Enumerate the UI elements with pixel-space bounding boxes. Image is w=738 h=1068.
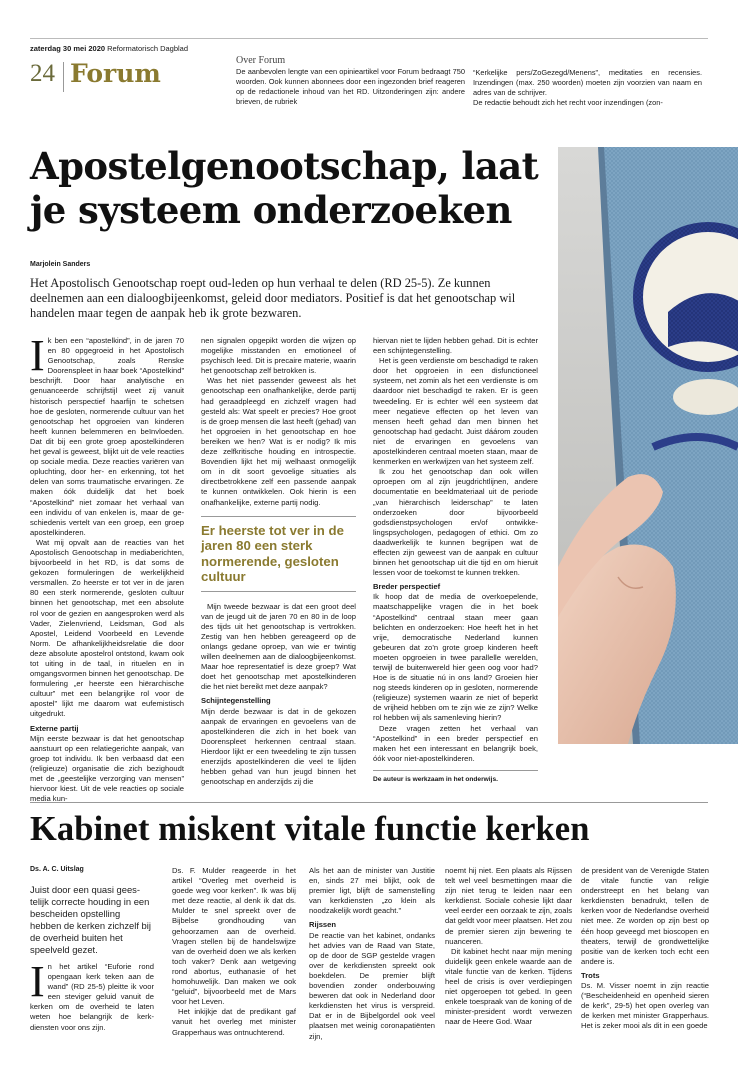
article-1-byline: Marjolein Sanders	[30, 261, 91, 268]
dropcap: I	[30, 331, 45, 380]
article-2-col4-p2: Dit kabinet hecht naar mijn mening duidelijk geen enkele waarde aan de vitale functie van de kerken. Tijdens heel de crisis is over verdiepingen niet opgeroepen tot gebed. In geen enkele toespraak van de koning of de minister-president wordt verwezen naar de Heere God. Waar	[445, 946, 572, 1027]
article-1-col2-p2: Was het niet passender geweest als het genootschap een onafhankelijke, derde partij had geraadpleegd en zichzelf vragen had gesteld als: Wat speelt er precies? Hoe groot is de groep mensen die last heeft (gehad) van het opgroeien in het genootschap en hoe bereiken we hen? Wat is er nodig? Ik mis deze zelfkritische houding en introspectie. Bovendien lijkt het mij welhaast onmogelijk om in dit soort gevoelige situaties als directbetrokkene zelf een passende aanpak te kunnen ontwikkelen. Ook hierin is een onafhankelijke, externe partij nodig.	[201, 376, 356, 507]
masthead-rule	[30, 38, 708, 39]
article-2-intro: Juist door een quasi geestelijk correcte houding in een bescheiden opstelling hebben de kerken zichzelf bij de overheid buiten het speelveld gezet.	[30, 884, 151, 955]
article-2-col2-p2: Het inkijkje dat de predikant gaf vanuit het overleg met minister Grapperhaus was ontnuchterend.	[172, 1007, 296, 1037]
article-2-column-4	[445, 866, 572, 1028]
article-2-col4-p1: noemt hij niet. Een plaats als Rijssen telt wel veel besmettingen maar die zijn niet terug te leiden naar een kerkdienst. Sociale cohesie lijkt daar veel eerder een oorzaak te zijn, zoals dat geldt voor meer plaatsen. Het zou de premier sieren zijn bewering te nuanceren.	[445, 866, 572, 946]
page-number: 24	[30, 60, 55, 87]
photo-illustration	[558, 147, 738, 744]
article-1-col3-p5: Deze vragen zetten het verhaal van “Apostelkind” in een breder perspectief en maken het een interessant en belangrijk boek, óók voor niet-apostelkinderen.	[373, 723, 538, 763]
article-2-paragraph	[30, 957, 154, 1033]
over-forum-title: Over Forum	[236, 55, 286, 66]
article-divider	[30, 802, 708, 803]
article-1-paragraph	[30, 331, 184, 538]
masthead-date-line	[30, 44, 188, 53]
article-1-col1-p1: k ben een “apostelkind”, in de jaren 70 en 80 opgegroeid in het Apostolisch Genootschap, zoals Renske Doorenspleet in haar boek “Apostelkind” beschrijft. Door haar analytische en genuanceerde schrijfstijl weet zij vanuit historisch perspectief haarfijn te schetsen hoe de gesloten, normerende cultuur van het genootschap het opgroeien van kinderen heeft kunnen belemmeren en beïnvloeden. Dat dit bij een grote groep apostelkinderen het geval is geweest, blijkt uit de vele reacties op sociale media. Deze reacties variëren van opluchting, door her- en erkenning, tot het delen van soms traumatische ervaringen. Ze maken óók duidelijk dat het boek “Apostelkind” niet zomaar het verhaal van een individu of van enkelen is, maar de geschiedenis vertelt van een groep, een groep apostelkinderen.	[30, 336, 184, 537]
article-2-col5-p2: Ds. M. Visser noemt in zijn reactie (“Bescheidenheid en openheid sieren de kerk”, 29-5) het open overleg van de kerken met minister Grapperhaus. Het is zeker mooi als dit in een goede	[581, 981, 709, 1031]
article-2-col3-p2: De reactie van het kabinet, ondanks het advies van de Raad van State, op de door de SGP gestelde vragen over de kerkdiensten spreekt ook boekdelen. De premier blijft bovendien zonder onderbouwing beweren dat ook in Nederland door kerkdiensten het virus is verspreid. Dat er in de Bijbelgordel ook veel plaatsen met weinig coronapatiënten zijn,	[309, 930, 435, 1041]
article-2-col1-p1: n het artikel “Euforie rond opengaan kerk teken aan de wand” (RD 25-5) pleitte ik voor een steviger geluid vanuit de kerken om de overheid te laten weten hoe belangrijk de kerkdiensten voor ons zijn.	[30, 962, 154, 1032]
article-2-byline: Ds. A. C. Uitslag	[30, 866, 84, 873]
article-1-col2-p3: Mijn tweede bezwaar is dat een groot deel van de jeugd uit de jaren 70 en 80 in de loop des tijds uit het genootschap is vertrokken. Zestig van hen hebben gereageerd op de onlangs gedane oproep, van wie er twintig willen deelnemen aan de dialoogbijeenkomst. Maar hoe representatief is deze groep? Wat doet het genootschap met apostelkinderen die het niet bereikt met deze aanpak?	[201, 601, 356, 692]
article-2-col3-p1: Als het aan de minister van Justitie en, sinds 27 mei blijkt, ook de premier ligt, blijft de samenstelling van kerkdiensten „zo klein als noodzakelijk wordt geacht.”	[309, 866, 435, 916]
article-1-col1-p2: Wat mij opvalt aan de reacties van het Apostolisch Genootschap in mediaberichten, bijvoorbeeld in het RD, is dat soms de gekozen formuleringen de werkelijkheid versmallen. Zo heerste er tot ver in de jaren 80 een sterk normerende, gesloten cultuur binnen het genootschap, met een absolute rol voor de gezien en aangesproken werd als Vader, Zielenvriend, Leidsman, God als Apostel, Leidend Voorbeeld en Levende Norm. De afhankelijkheidsrelatie die door deze absolute apostelrol ontstond, kwam ook tot uiting in de taal, in rituelen en in omgangsvormen binnen het genootschap. De formulering „er heerste een hiërarchische cultuur” met een belangrijke rol voor de apostel” lijkt me daarom wat eufemistisch uitgedrukt.	[30, 537, 184, 719]
article-2-headline: Kabinet miskent vitale functie kerken	[30, 810, 590, 848]
article-2-subheading-trots: Trots	[581, 970, 600, 980]
over-forum-text-2	[473, 67, 702, 108]
article-1-column-1	[30, 331, 184, 804]
article-1-subheading-externe-partij: Externe partij	[30, 723, 79, 733]
article-1-col3-p4: Ik hoop dat de media de overkoepelende, maatschappelijke vragen die in het boek “Apostelkind” centraal staan meer gaan belichten en onderzoeken: Hoe heeft het in het vrije, democratische Nederland kunnen gebeuren dat zo’n grote groep kinderen heeft moeten opgroeien in twee parallelle werelden, terwijl de buitenwereld hier geen oog voor had? Hoe is de situatie nú in ons land? Groeien hier nog steeds kinderen op in gesloten, normerende (religieuze) systemen waarin ze niet of beperkt de vrijheid hebben om te zijn wie ze zijn? Welke rol hebben wij als samenleving hierin?	[373, 592, 538, 723]
publication-date: zaterdag 30 mei 2020	[30, 44, 106, 53]
article-2-col5-p1: de president van de Verenigde Staten de vitale functie van religie onderstreept en het belang van kerkdiensten benadrukt, tellen de kerken voor de Nederlandse overheid niet mee. Ze worden op zijn best op één hoop geveegd met bioscopen en theaters, terwijl de grondwettelijke positie van de kerken toch echt een andere is.	[581, 866, 709, 966]
page-number-separator	[63, 62, 64, 92]
author-note: De auteur is werkzaam in het onderwijs.	[373, 770, 538, 785]
article-1-col1-p3: Mijn eerste bezwaar is dat het genootschap aanstuurt op een relatiegerichte aanpak, van groep tot individu. Ik ben verbaasd dat een (religieuze) organisatie die zich bezighoudt met de „geestelijke verzorging van mensen” hiervoor kiest. Uit de vele reacties op sociale media kun-	[30, 733, 184, 804]
article-1-column-2	[201, 336, 356, 787]
article-1-col3-p2: Het is geen verdienste om beschadigd te raken door het opgroeien in een disfunctioneel systeem, net zomin als het een verdienste is om daardoor niet beschadigd te raken. Er is geen tweedeling. Er is echter wél een systeem dat meer negatieve effecten op het leven van mensen heeft gehad dan men binnen het genootschap had gedacht. Juist dáárom zouden niet de ervaringen en gevoelens van apostelkinderen centraal moeten staan, maar de kenmerken en werkwijzen van het systeem zelf.	[373, 356, 538, 467]
over-forum-text-1: De aanbevolen lengte van een opinieartikel voor Forum bedraagt 750 woorden. Ook kunnen abonnees door een ingezonden brief reageren op de redactionele inhoud van het RD. Uitzonderingen zijn: andere brieven, de rubriek	[236, 67, 465, 106]
section-title: Forum	[70, 59, 161, 88]
article-2-column-1	[30, 957, 154, 1033]
article-1-col3-p3: Ik zou het genootschap dan ook willen oproepen om al zijn jeugdrichtlijnen, andere documentatie en beeldmateriaal uit de periode „van hiërarchisch leiderschap” te laten onderzoeken door bijvoorbeeld godsdienstpsychologen en/of ontwikkelingspsychologen, pedagogen of ethici. Om zo daadwerkelijk te kunnen begrijpen wat de effecten zijn geweest van de aanpak en cultuur binnen het genootschap uit die tijd en om hieruit lessen voor de toekomst te kunnen trekken.	[373, 467, 538, 578]
over-forum-text-2b: De redactie behoudt zich het recht voor inzendingen (zon-	[473, 98, 663, 107]
article-2-col2-p1: Ds. F. Mulder reageerde in het artikel “Overleg met overheid is goede weg voor kerken”. Ik was blij met deze reactie, al denk ik dat ds. Mulder te snel spreekt over de Bijbelse grondhouding van gehoorzamen aan de overheid. Vragen stellen bij de handelswijze van de overheid doen we als kerken toch vaker? Denk aan wetgeving rond abortus, euthanasie of het homohuwelijk. Dan maken we ook “geluid”, bijvoorbeeld met de Mars voor het Leven.	[172, 866, 296, 1007]
article-1-col2-p1: nen signalen opgepikt worden die wijzen op mogelijke misstanden en emotioneel of psychisch leed. Dit is precaire materie, waarin het genootschap zelf betrokken is.	[201, 336, 356, 376]
dropcap: I	[30, 957, 45, 1006]
over-forum-text-2a: “Kerkelijke pers/ZoGezegd/Menens”, meditaties en recensies. Inzendingen (max. 250 woorden) moeten zijn voorzien van naam en adres van de schrijver.	[473, 68, 702, 97]
article-2-column-5	[581, 866, 709, 1032]
cross-stitch-book-photo	[558, 147, 738, 744]
over-forum-box	[236, 56, 702, 108]
article-2-column-2	[172, 866, 296, 1038]
article-1-col3-p1: hiervan niet te lijden hebben gehad. Dit is echter een schijntegenstelling.	[373, 336, 538, 356]
publication-name: Reformatorisch Dagblad	[107, 44, 189, 53]
article-1-col2-p4: Mijn derde bezwaar is dat in de gekozen aanpak de ervaringen en gevoelens van de apostelkinderen die zich in het boek van Doorenspleet herkennen centraal staan. Hierdoor lijkt er een tweedeling te zijn tussen enerzijds apostelkinderen die veel te lijden hebben gehad van hun jeugd binnen het genootschap en anderzijds zij die	[201, 706, 356, 787]
article-1-subheading-breder-perspectief: Breder perspectief	[373, 582, 441, 592]
article-1-headline: Apostelgenootschap, laat je systeem onderzoeken	[30, 144, 539, 232]
article-1-intro: Het Apostolisch Genootschap roept oud-leden op hun verhaal te delen (RD 25-5). Ze kunnen deelnemen aan een dialoogbijeenkomst, geleid door mediators. Positief is dat het genootschap wil handelen maar tegen de aanpak heb ik grote bezwaren.	[30, 276, 516, 320]
article-2-subheading-rijssen: Rijssen	[309, 920, 337, 930]
article-1-column-3	[373, 336, 538, 785]
pull-quote: Er heerste tot ver in de jaren 80 een sterk normerende, gesloten cultuur	[201, 516, 356, 592]
article-1-subheading-schijntegenstelling: Schijntegenstelling	[201, 696, 271, 706]
article-2-column-3	[309, 866, 435, 1042]
